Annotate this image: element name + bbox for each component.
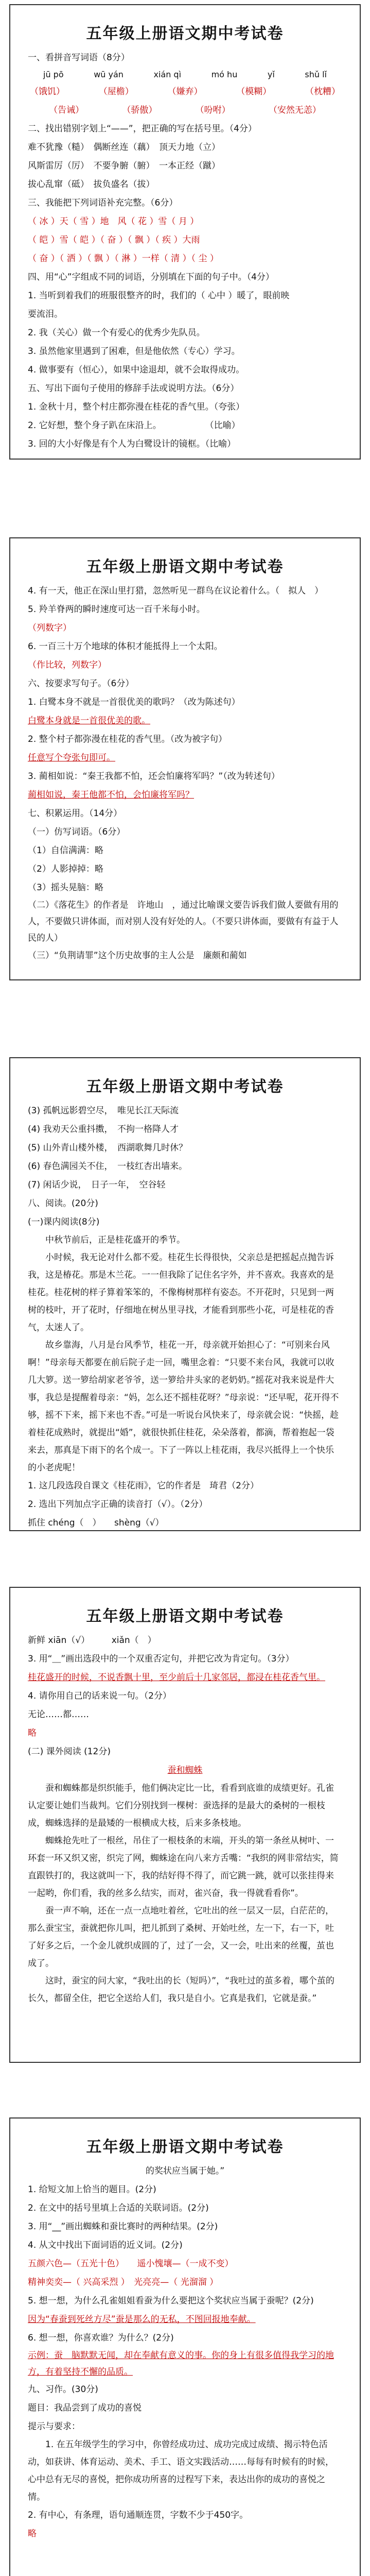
section-title: 八、阅读。(20分): [28, 1198, 98, 1209]
section-title: (二) 课外阅读 (12分): [28, 1747, 111, 1757]
q-line: 3. 蔺相如说：“秦王我都不怕，还会怕廉将军吗？”（改为转述句）: [28, 771, 280, 782]
answer-word: （模糊）: [236, 87, 272, 97]
q-line: 3. 用“＿”画出选段中的一个双重否定句，并把它改为肯定句。（3分）: [28, 1654, 294, 1664]
passage-paragraph: 中秋节前后，正是桂花盛开的季节。: [45, 1235, 185, 1245]
answer-row-2: [28, 101, 342, 120]
pinyin-item: wū yán: [94, 70, 124, 79]
answer-line: （列数字）: [28, 623, 72, 633]
story-paragraph: 蚕一声不响，还在一点一点地吐着丝，它吐出的丝一层又一层，白茫茫的，那么蚕宝宝，蚕就把你儿叫，把儿抓到了桑树、开始吐丝，左一下，右一下，吐了好多之后，一个金儿就织成圆的了，过了一会，又一会，吐出来的丝覆，茧也成了。: [28, 1906, 334, 1969]
answer-row-1: [28, 82, 342, 101]
q-line: 2. 选出下列加点字正确的读音打（√）。（2分）: [28, 1499, 208, 1510]
poem-line: (5) 山外青山楼外楼， 西湖歌舞几时休？: [28, 1143, 187, 1153]
answer-line: 白鹭本身就是一首很优美的歌。: [28, 716, 150, 726]
q4-line: 要流泪。: [28, 309, 63, 319]
q4-line: 1. 当听到着我们的班服很整齐的时，我们的（ 心中 ）暖了，眼前映: [28, 291, 290, 301]
question-4-title: 四、用“心”字组成不同的词语，分别填在下面的句子中。（4分）: [28, 272, 274, 282]
question-1-title: 一、看拼音写词语（8分）: [28, 53, 130, 63]
story-paragraph: 蚕和蜘蛛都是织织能手，他们俩决定比一比，看看到底谁的成绩更好。孔雀认定要让她们当裁判。它们分别找到一棵树：蚕选择的是最大的桑树的一根枝成，蜘蛛选择的是最矮的一根横成大枝，后来多条枝地。: [28, 1783, 334, 1828]
pinyin-row: [28, 67, 342, 82]
question-2-title: 二、找出错别字划上“——”，把正确的写在括号里。（4分）: [28, 124, 257, 134]
q-line: （2）人影掉掉：略: [28, 864, 103, 874]
essay-hint-title: 提示与要求：: [28, 2421, 80, 2432]
pinyin-item: shǔ lǐ: [305, 70, 327, 79]
q-line: （三）“负荆请罪”这个历史故事的主人公是 廉颇和蔺如: [28, 951, 247, 961]
q-line: 2. 在文中的括号里填上合适的关联词语。(2分): [28, 2203, 209, 2213]
exam-page-1: [9, 4, 361, 460]
q3-line: （ 冰 ）天（ 雪 ）地 风（ 花 ）雪（ 月 ）: [28, 216, 199, 227]
answer-line: 精神奕奕—（ 兴高采烈 ） 光亮亮—（ 光溜溜 ）: [28, 2277, 219, 2287]
page-title: 五年级上册语文期中考试卷: [86, 2138, 284, 2156]
q2-line: 难不犹豫（糙） 偶断丝连（藕） 顶天力地（立）: [28, 142, 220, 152]
question-3-title: 三、我能把下列词语补充完整。（6分）: [28, 198, 178, 208]
q-line: 5. 想一想，为什么孔雀姐姐看蚕为什么要把这个奖状应当属于蚕呢？(2分): [28, 2296, 314, 2306]
q-line: 4. 请你用自己的话来说一句。（2分）: [28, 1691, 171, 1701]
answer-line: 略: [28, 1728, 37, 1738]
story-paragraph: 这时，蚕宝的问大家，“我吐出的长（短吗）”，“我吐过的茧多着，哪个茧的长久，都留全住，把它全送给人们，我只是自小。它真是我们，它就是蚕。”: [28, 1976, 334, 2004]
essay-requirement: 2. 有中心，有条理，语句通顺连贯，字数不少于450字。: [28, 2510, 249, 2520]
passage-paragraph: 故乡靠海，八月是台风季节，桂花一开，母亲就开始担心了：“可别来台风啊！”母亲每天都要在前后院子走一回，嘴里念着：“只要不来台风，我就可以收几大箩。送一箩给胡家老爷爷，送一箩给井头家的老奶奶。”摇花对我来说是件大事，我总是提醒着母亲：“妈，怎么还不摇桂花呀？”母亲说：“还早呢，花开得不够，摇不下来，摇下来也不香。”可是一听说台风快来了，母亲就会说：“快摇，趁着桂花成熟时，就提出“婚”，就很快抓住桂花，朵朵落着，都滴，帮着抱起一袋来去，那真是下雨下的名个成一。下了一阵以上桂花雨，我尽兴抵得上一个快乐的小老虎呢！: [28, 1340, 339, 1473]
story-paragraph: 蜘蛛抢先吐了一根丝，吊住了一根枝条的末端，开头的第一条丝从树叶、一环套一环又织又密，织完了网，蜘蛛途在向八来方舌嘴：“我织的网非常结实，简直跟铁打的，我这就叫一下，我的结好得不得了，而它跳一跳，就可以张挂得来一起哟，你们看，我的丝多么结实，而对，雀兴奋，我一得就看看你”。: [28, 1836, 339, 1899]
section-subtitle: (一)课内阅读(8分): [28, 1217, 100, 1227]
section-title: 七、积累运用。（14分）: [28, 808, 122, 819]
poem-line: (4) 我劝天公重抖擞， 不拘一格降人才: [28, 1124, 179, 1134]
answer-line: 示例：蚕 脑默默无闻，却在奉献有意义的事。你的身上有很多值得我学习的地方，有着坚持不懈的品质。: [28, 2350, 334, 2377]
intro-line: 的奖状应当属于她。”: [145, 2166, 225, 2176]
q4-line: 3. 虽然他家里遇到了困难，但是他依然（专心）学习。: [28, 346, 240, 357]
answer-line: 五颜六色—（五光十色） 遥小愧壤—（一成不变）: [28, 2259, 234, 2269]
pinyin-item: yǐ: [267, 70, 275, 79]
answer-line: 因为“春蚕到死丝方尽”蚕是那么的无私，不图回报地奉献。: [28, 2314, 256, 2325]
poem-line: (6) 春色满园关不住， 一枝红杏出墙来。: [28, 1161, 187, 1172]
answer-line: 任意写个夸张句即可。: [28, 753, 115, 763]
section-title: 九、习作。(30分): [28, 2384, 98, 2395]
poem-line: (7) 闲话少说， 日子一年， 空谷轻: [28, 1180, 166, 1190]
q5-line: 1. 金秋十月，整个村庄都弥漫在桂花的香气里。（夸张）: [28, 402, 245, 412]
page-title: 五年级上册语文期中考试卷: [86, 25, 284, 43]
essay-hint: 1. 在五年级学生的学习中，你曾经成功过、成功完成过成绩、揭示特色活动，如获讲、体育运动、美术、手工、语文实践活动……每每有时候有的时候，心中总有无尽的喜悦，把你成功所喜的过程写下来，表达出你的成功的喜悦之情。: [28, 2439, 334, 2502]
q-line: 1. 给短文加上恰当的题目。(2分): [28, 2184, 156, 2195]
q-line: （1）自信满满：略: [28, 845, 103, 856]
q-line: 1. 这几段选段自课文《桂花雨》，它的作者是 琦君（2分）: [28, 1481, 259, 1491]
answer-word: （骄傲）: [122, 105, 157, 115]
question-5-title: 五、写出下面句子使用的修辞手法或说明方法。（6分）: [28, 383, 239, 394]
answer-word: （饿饥）: [30, 87, 65, 97]
q-line: （3）摇头晃脑：略: [28, 883, 103, 893]
q-line: 3. 用“__”画出蜘蛛和蚕比赛时的两种结果。(2分): [28, 2222, 218, 2232]
story-title: 蚕和蜘蛛: [167, 1765, 203, 1775]
answer-line: （作比较，列数字）: [28, 660, 107, 670]
q2-line: 风斯雷厉（厉） 不要争腑（腑） 一本正经（蹴）: [28, 161, 220, 171]
answer-line: 略: [28, 2529, 37, 2539]
q-line: 2. 整个村子都弥漫在桂花的香气里。（改为被字句）: [28, 734, 227, 744]
q-line: 4. 从文中找出下面词语的近义词。(2分): [28, 2240, 183, 2250]
exam-page-5: [9, 2117, 361, 2576]
section-title: 六、按要求写句子。（6分）: [28, 679, 134, 689]
answer-word: （屋檐）: [98, 87, 134, 97]
exam-page-3: [9, 1057, 361, 1531]
q3-line: （ 皑 ）雪（ 皑 ）（ 奋 ）（ 飘 ）（ 疾 ）大雨: [28, 235, 200, 245]
q-line: （一）仿写词语。（6分）: [28, 827, 126, 837]
answer-word: （枕糟）: [305, 87, 340, 97]
q-line: （二）《落花生》的作者是 许地山 ，通过比喻课文要告诉我们做人要做有用的人，不要做只讲体面，而对别人没有好处的人。（不要只讲体面，要做有有益于人民的人）: [28, 900, 339, 943]
q-line: 5. 羚羊脊两的瞬时速度可达一百千米每小时。: [28, 604, 205, 615]
q5-line: 2. 它好想，整个身子趴在床沿上。 （比喻）: [28, 420, 240, 431]
exam-page-2: [9, 537, 361, 980]
page-title: 五年级上册语文期中考试卷: [86, 558, 284, 576]
q-line: 6. 一百三十万个地球的体积才能抵得上一个太阳。: [28, 641, 223, 652]
answer-line: 桂花盛开的时候，不说香飘十里，至少前后十几家邻居，都浸在桂花香气里。: [28, 1672, 325, 1683]
answer-word: （嫌弃）: [167, 87, 203, 97]
q-line: 无论……都……: [28, 1709, 89, 1720]
q3-line: （ 奋 ）（ 洒 ）（ 飘 ）（ 淋 ）一样（ 清 ）（ 尘 ）: [28, 253, 219, 264]
q-line: 新鲜 xiān（√） xiǎn（ ）: [28, 1635, 156, 1646]
essay-topic: 题目：我品尝到了成功的喜悦: [28, 2403, 142, 2413]
answer-word: （吩咐）: [195, 105, 231, 115]
pinyin-item: jū pō: [43, 70, 64, 79]
q-line: 1. 白鹭本身不就是一首很优美的歌吗？（改为陈述句）: [28, 697, 240, 707]
answer-word: （告诫）: [49, 105, 84, 115]
q4-line: 2. 我（关心）做一个有爱心的优秀少先队员。: [28, 328, 205, 338]
page-title: 五年级上册语文期中考试卷: [86, 1078, 284, 1096]
pinyin-item: xián qì: [153, 70, 182, 79]
q-line: 6. 想一想，你喜欢谁？为什么？(2分): [28, 2333, 174, 2343]
q2-line: 拔心乱窜（砥） 拔负盛名（拔）: [28, 179, 155, 190]
answer-line: 蔺相如说，秦王他都不怕，会怕廉将军吗？: [28, 790, 194, 800]
answer-word: （安然无恙）: [268, 105, 321, 115]
pinyin-item: mó hu: [211, 70, 238, 79]
q-line: 4. 有一天，他正在深山里打猎，忽然听见一群鸟在议论着什么。（ 拟人 ）: [28, 586, 324, 596]
q5-line: 3. 回的大小好像是有个人为白鹭设计的镜框。（比喻）: [28, 439, 236, 449]
poem-line: (3) 孤帆远影碧空尽， 唯见长江天际流: [28, 1106, 179, 1116]
page-title: 五年级上册语文期中考试卷: [86, 1607, 284, 1625]
q4-line: 4. 做事要有（恒心），如果中途退却，就不会取得成功。: [28, 365, 245, 375]
passage-paragraph: 小时候，我无论对什么都不爱。桂花生长得很快，父亲总是把摇起点抛告诉我，这是椿花。那是木兰花。一一但我除了记住名字外，并不喜欢。我喜欢的是桂花。桂花树的样子算着笨笨的，不像梅树那样有姿态。不开花时，只见到一两树的枝叶，开了花时，仔细地在树丛里寻找，才能看到那些小花，可是桂花的香气，太迷人了。: [28, 1252, 334, 1333]
exam-page-4: [9, 1587, 361, 2063]
q-line: 抓住 chéng（ ） shèng（√）: [28, 1518, 164, 1528]
